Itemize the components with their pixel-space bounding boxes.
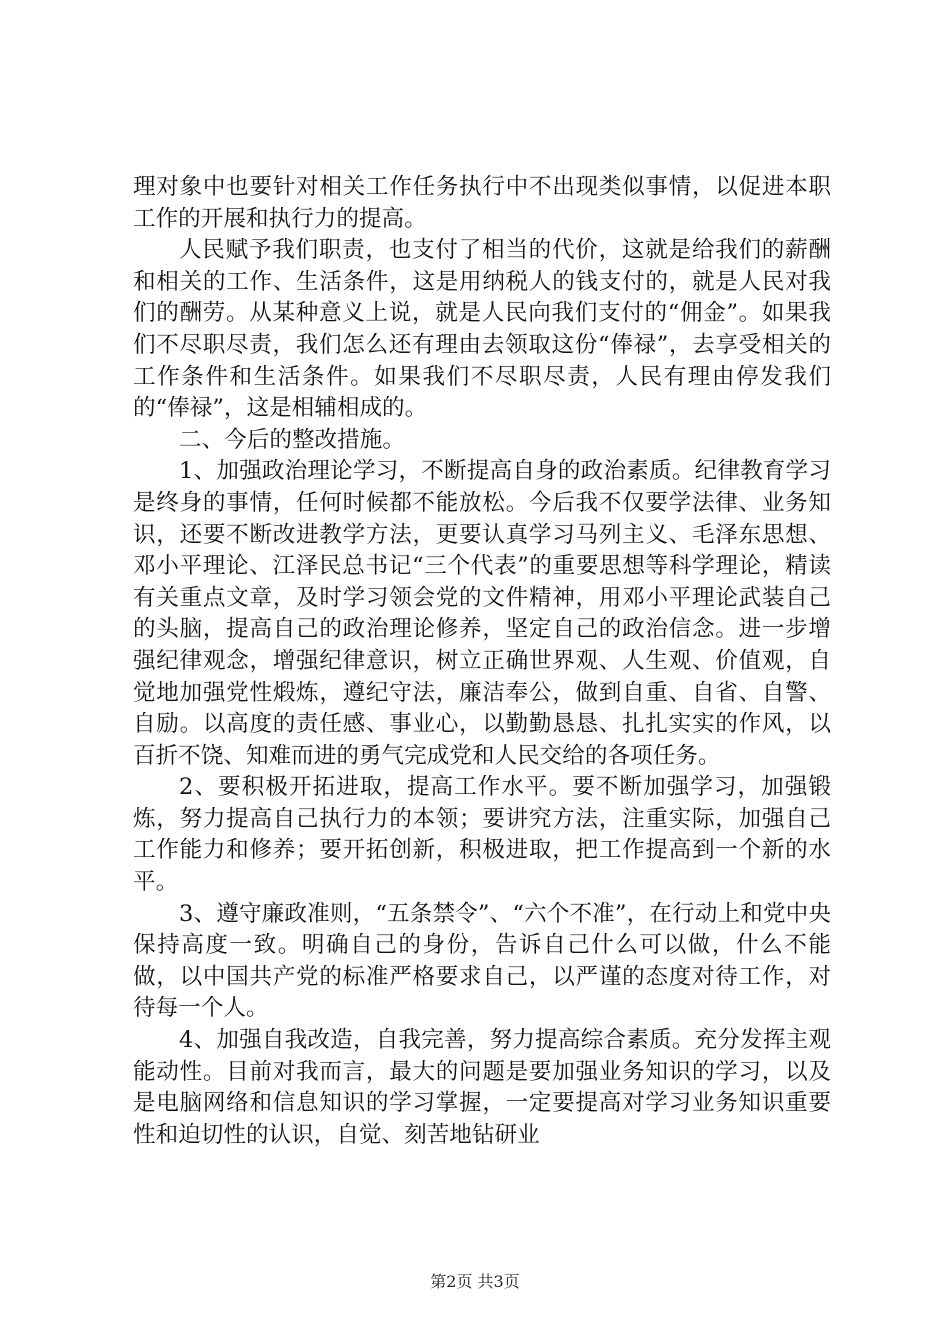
document-body — [133, 172, 831, 1151]
paragraph-item-2: 2、要积极开拓进取，提高工作水平。要不断加强学习，加强锻炼，努力提高自己执行力的本领；要讲究方法，注重实际，加强自己工作能力和修养；要开拓创新，积极进取，把工作提高到一个新的水平。 — [133, 774, 831, 896]
paragraph-item-1: 1、加强政治理论学习，不断提高自身的政治素质。纪律教育学习是终身的事情，任何时候都不能放松。今后我不仅要学法律、业务知识，还要不断改进教学方法，更要认真学习马列主义、毛泽东思想、邓小平理论、江泽民总书记“三个代表”的重要思想等科学理论，精读有关重点文章，及时学习领会党的文件精神，用邓小平理论武装自己的头脑，提高自己的政治理论修养，坚定自己的政治信念。进一步增强纪律观念，增强纪律意识，树立正确世界观、人生观、价值观，自觉地加强党性煅炼，遵纪守法，廉洁奉公，做到自重、自省、自警、自励。以高度的责任感、事业心，以勤勤恳恳、扎扎实实的作风，以百折不饶、知难而进的勇气完成党和人民交给的各项任务。 — [133, 458, 831, 769]
paragraph-item-4: 4、加强自我改造，自我完善，努力提高综合素质。充分发挥主观能动性。目前对我而言，最大的问题是要加强业务知识的学习，以及是电脑网络和信息知识的学习掌握，一定要提高对学习业务知识重要性和迫切性的认识，自觉、刻苦地钻研业 — [133, 1027, 831, 1148]
section-heading-rectification: 二、今后的整改措施。 — [179, 426, 405, 453]
paragraph-item-3: 3、遵守廉政准则，“五条禁令”、“六个不准”，在行动上和党中央保持高度一致。明确自己的身份，告诉自己什么可以做，什么不能做，以中国共产党的标准严格要求自己，以严谨的态度对待工作，对待每一个人。 — [133, 900, 831, 1022]
paragraph-continuation: 理对象中也要针对相关工作任务执行中不出现类似事情，以促进本职工作的开展和执行力的提高。 — [133, 174, 831, 232]
paragraph-salary: 人民赋予我们职责，也支付了相当的代价，这就是给我们的薪酬和相关的工作、生活条件，这是用纳税人的钱支付的，就是人民对我们的酬劳。从某种意义上说，就是人民向我们支付的“佣金”。如果我们不尽职尽责，我们怎么还有理由去领取这份“俸禄”，去享受相关的工作条件和生活条件。如果我们不尽职尽责，人民有理由停发我们的“俸禄”，这是相辅相成的。 — [133, 237, 831, 422]
page-number-footer: 第2页 共3页 — [430, 1272, 520, 1291]
